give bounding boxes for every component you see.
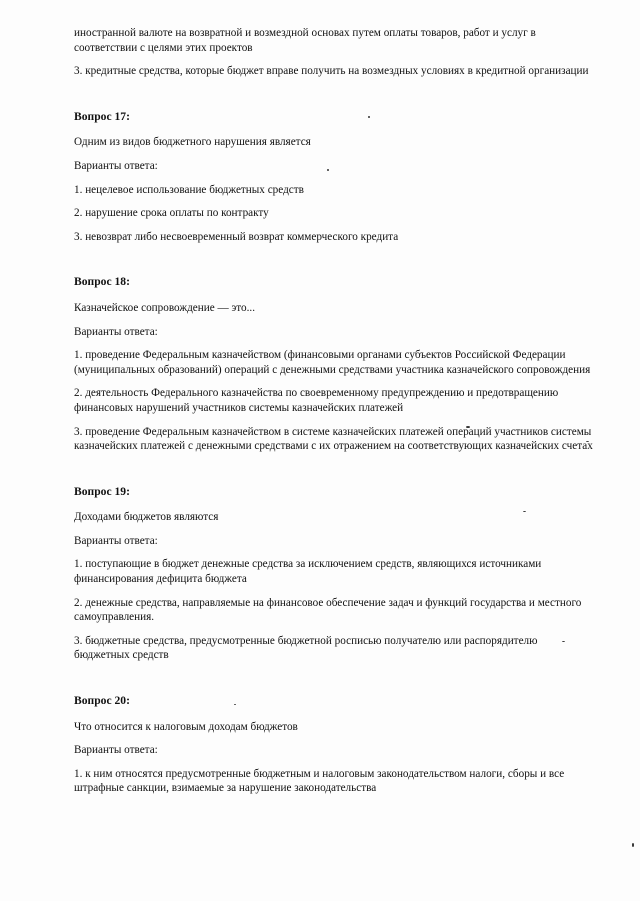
answer-option: 3. проведение Федеральным казначейством в системе казначейских платежей операций участников системы казначейских платежей с денежными средствами с их отражением на соответствующих казначейских счетах xyxy=(74,425,593,453)
answer-option: 3. невозврат либо несвоевременный возврат коммерческого кредита xyxy=(74,230,399,243)
question-heading: Вопрос 20: xyxy=(74,694,130,708)
intro-paragraph-2: 3. кредитные средства, которые бюджет вправе получить на возмездных условиях в кредитной организации xyxy=(74,65,589,78)
answer-option: 1. проведение Федеральным казначейством (финансовыми органами субъектов Российской Федерации (муниципальных образований) операций с денежными средствами участника казначейского сопровождения xyxy=(74,349,591,376)
answers-label: Варианты ответа: xyxy=(74,325,158,338)
answer-option: 2. денежные средства, направляемые на финансовое обеспечение задач и функций государства и местного самоуправления. xyxy=(74,596,582,624)
question-20 xyxy=(74,694,594,796)
question-text: Казначейское сопровождение — это... xyxy=(74,301,255,314)
question-text: Доходами бюджетов являются xyxy=(74,511,219,524)
question-heading: Вопрос 18: xyxy=(74,275,130,289)
answer-option: 1. к ним относятся предусмотренные бюджетным и налоговым законодательством налоги, сборы и все штрафные санкции, взимаемые за нарушение законодательства xyxy=(74,767,565,795)
question-text: Что относится к налоговым доходам бюджетов xyxy=(74,720,298,733)
question-18 xyxy=(74,275,594,453)
question-17 xyxy=(74,110,594,245)
answers-label: Варианты ответа: xyxy=(74,159,158,172)
question-heading: Вопрос 17: xyxy=(74,109,130,123)
scan-speck xyxy=(632,843,634,847)
question-text: Одним из видов бюджетного нарушения является xyxy=(74,136,311,149)
answer-option: 2. деятельность Федерального казначейства по своевременному предупреждению и предотвращению финансовых нарушений участников системы казначейских платежей xyxy=(74,387,559,414)
answer-option: 1. поступающие в бюджет денежные средства за исключением средств, являющихся источниками финансирования дефицита бюджета xyxy=(74,558,542,586)
intro-paragraph-1: иностранной валюте на возвратной и возмездной основах путем оплаты товаров, работ и услуг в соответствии с целями этих проектов xyxy=(74,27,536,54)
document-body xyxy=(74,26,594,805)
answer-option: 2. нарушение срока оплаты по контракту xyxy=(74,207,269,220)
answer-option: 3. бюджетные средства, предусмотренные бюджетной росписью получателю или распорядителю бюджетных средств xyxy=(74,634,538,662)
question-heading: Вопрос 19: xyxy=(74,484,130,498)
question-19 xyxy=(74,485,594,663)
answers-label: Варианты ответа: xyxy=(74,534,158,547)
answers-label: Варианты ответа: xyxy=(74,744,158,757)
answer-option: 1. нецелевое использование бюджетных средств xyxy=(74,183,304,196)
